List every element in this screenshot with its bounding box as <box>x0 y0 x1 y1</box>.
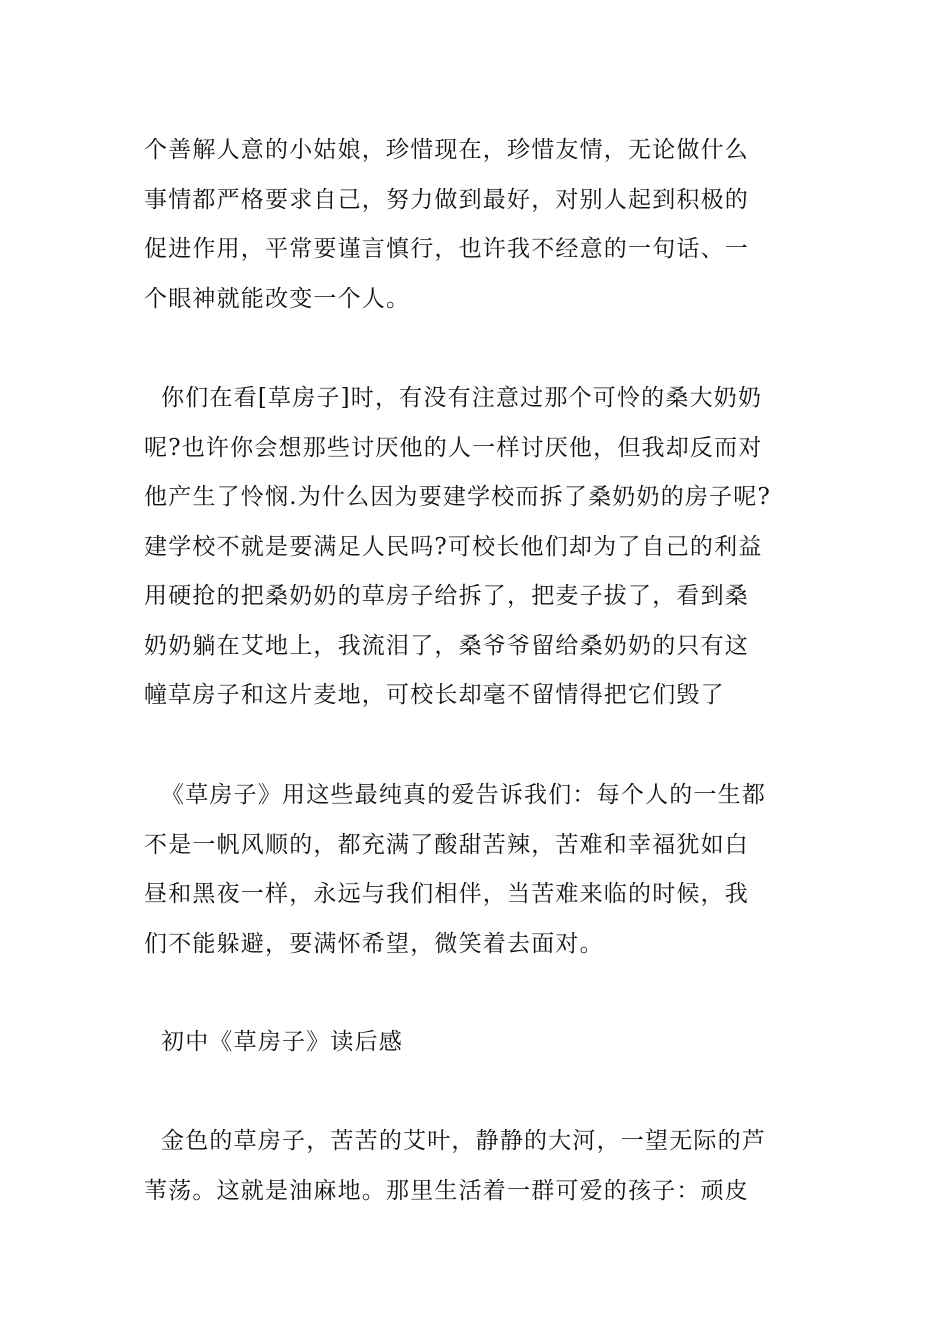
text-line: 呢?也许你会想那些讨厌他的人一样讨厌他，但我却反而对 <box>144 434 763 461</box>
text-line: 事情都严格要求自己，努力做到最好，对别人起到积极的 <box>144 186 749 213</box>
text-line: 金色的草房子，苦苦的艾叶，静静的大河，一望无际的芦 <box>144 1128 767 1154</box>
paragraph-3 <box>144 771 814 969</box>
text-line: 不是一帆风顺的，都充满了酸甜苦辣，苦难和幸福犹如白 <box>144 831 749 858</box>
paragraph-5 <box>144 1117 814 1216</box>
text-line: 个眼神就能改变一个人。 <box>144 285 411 312</box>
text-line: 幢草房子和这片麦地，可校长却毫不留情得把它们毁了 <box>144 682 725 708</box>
text-line: 们不能躲避，要满怀希望，微笑着去面对。 <box>144 930 604 957</box>
paragraph-2 <box>144 374 814 721</box>
text-line: 初中《草房子》读后感 <box>144 1029 404 1055</box>
text-line: 昼和黑夜一样，永远与我们相伴，当苦难来临的时候，我 <box>144 881 749 907</box>
section-heading <box>144 1018 814 1068</box>
text-line: 《草房子》用这些最纯真的爱告诉我们：每个人的一生都 <box>144 782 767 808</box>
text-line: 他产生了怜悯.为什么因为要建学校而拆了桑奶奶的房子呢? <box>144 484 772 510</box>
text-line: 个善解人意的小姑娘，珍惜现在，珍惜友情，无论做什么 <box>144 137 749 163</box>
text-line: 苇荡。这就是油麻地。那里生活着一群可爱的孩子：顽皮 <box>144 1177 749 1204</box>
text-line: 你们在看[草房子]时，有没有注意过那个可怜的桑大奶奶 <box>144 385 763 411</box>
text-line: 建学校不就是要满足人民吗?可校长他们却为了自己的利益 <box>144 533 763 560</box>
text-line: 用硬抢的把桑奶奶的草房子给拆了，把麦子拔了，看到桑 <box>144 583 749 609</box>
paragraph-1 <box>144 126 814 324</box>
text-line: 促进作用，平常要谨言慎行，也许我不经意的一句话、一 <box>144 236 749 262</box>
text-line: 奶奶躺在艾地上，我流泪了，桑爷爷留给桑奶奶的只有这 <box>144 632 749 659</box>
